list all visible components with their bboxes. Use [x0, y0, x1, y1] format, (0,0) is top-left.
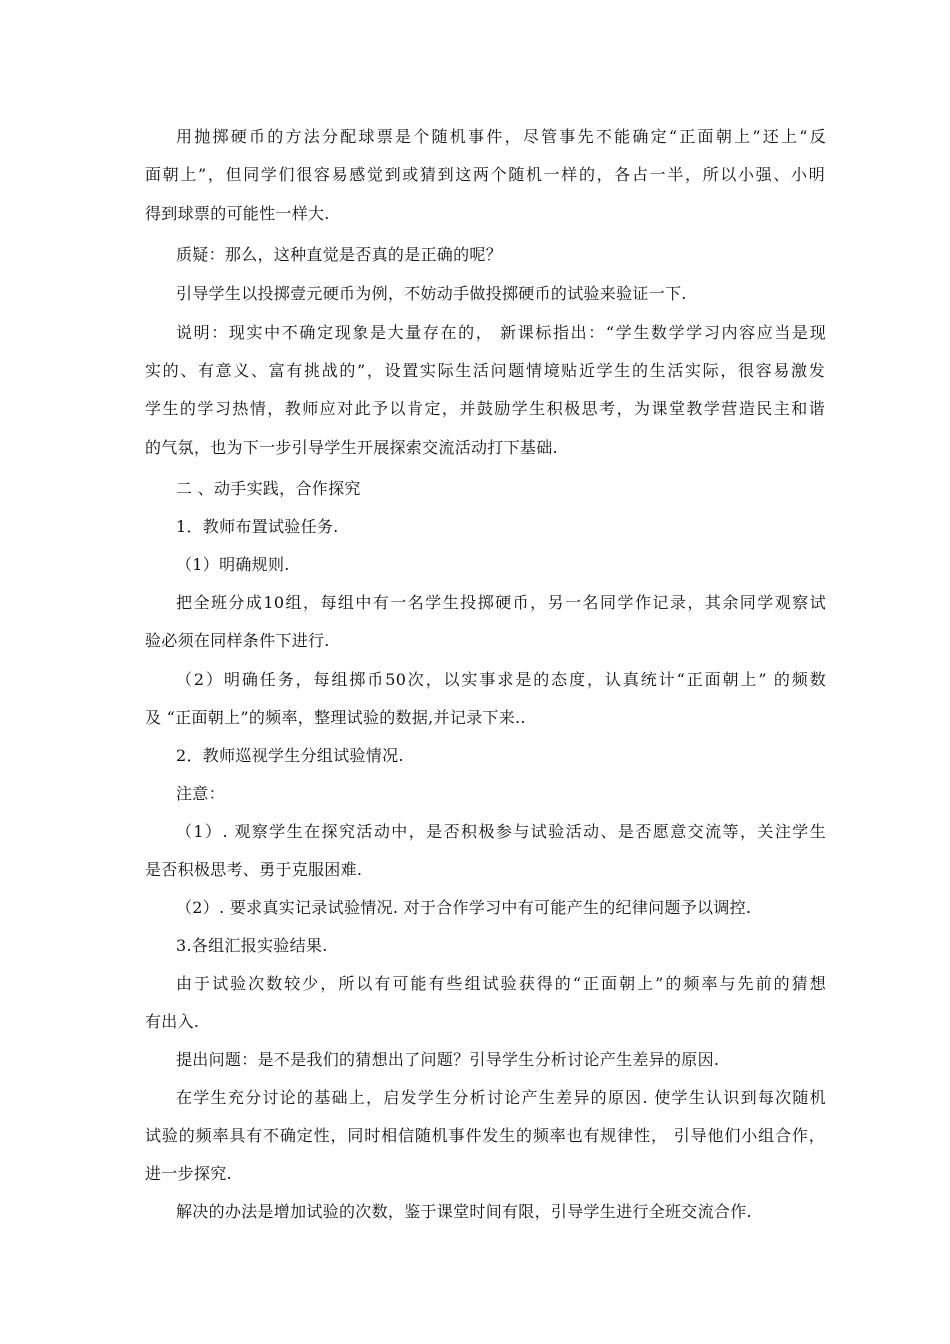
step-heading: 1．教师布置试验任务.	[176, 517, 339, 536]
paragraph-line: 得到球票的可能性一样大.	[145, 204, 330, 223]
paragraph-line: 试验的频率具有不确定性，同时相信随机事件发生的频率也有规律性， 引导他们小组合作，	[145, 1126, 825, 1145]
paragraph-line: 学生的学习热情，教师应对此予以肯定，并鼓励学生积极思考，为课堂教学营造民主和谐	[145, 399, 825, 418]
paragraph-line: 用抛掷硬币的方法分配球票是个随机事件，尽管事先不能确定“正面朝上”还上“反	[176, 127, 826, 146]
section-heading: 二 、动手实践，合作探究	[176, 479, 361, 498]
paragraph-line: 说明：现实中不确定现象是大量存在的， 新课标指出：“学生数学学习内容应当是现	[176, 323, 826, 342]
paragraph-line: （1）. 观察学生在探究活动中，是否积极参与试验活动、是否愿意交流等，关注学生	[176, 822, 826, 841]
paragraph-line: 引导学生以投掷壹元硬币为例，不妨动手做投掷硬币的试验来验证一下.	[176, 284, 687, 303]
step-heading: 3.各组汇报实验结果.	[176, 936, 328, 955]
paragraph-line: 验必须在同样条件下进行.	[145, 631, 330, 650]
step-heading: 2．教师巡视学生分组试验情况.	[176, 746, 404, 765]
paragraph-line: 质疑：那么，这种直觉是否真的是正确的呢？	[176, 245, 503, 264]
paragraph-line: 解决的办法是增加试验的次数，鉴于课堂时间有限，引导学生进行全班交流合作.	[176, 1202, 752, 1221]
sub-step: （1）明确规则.	[176, 555, 290, 574]
paragraph-line: 的气氛，也为下一步引导学生开展探索交流活动打下基础.	[145, 438, 558, 457]
paragraph-line: （2）明确任务，每组掷币50次，以实事求是的态度，认真统计“正面朝上” 的频数	[176, 670, 826, 689]
paragraph-line: 由于试验次数较少，所以有可能有些组试验获得的“正面朝上”的频率与先前的猜想	[176, 974, 826, 993]
paragraph-line: 面朝上”，但同学们很容易感觉到或猜到这两个随机一样的，各占一半，所以小强、小明	[145, 165, 825, 184]
paragraph-line: 实的、有意义、富有挑战的”，设置实际生活问题情境贴近学生的生活实际，很容易激发	[145, 361, 825, 380]
paragraph-line: 进一步探究.	[145, 1164, 232, 1183]
paragraph-line: 在学生充分讨论的基础上，启发学生分析讨论产生差异的原因. 使学生认识到每次随机	[176, 1088, 826, 1107]
paragraph-line: 是否积极思考、勇于克服困难.	[145, 860, 363, 879]
paragraph-line: 提出问题：是不是我们的猜想出了问题？引导学生分析讨论产生差异的原因.	[176, 1050, 720, 1069]
paragraph-line: 及 “正面朝上”的频率，整理试验的数据,并记录下来..	[145, 708, 526, 727]
paragraph-line: 把全班分成10组，每组中有一名学生投掷硬币，另一名同学作记录，其余同学观察试	[176, 593, 826, 612]
paragraph-line: 有出入.	[145, 1012, 200, 1031]
paragraph-line: （2）. 要求真实记录试验情况. 对于合作学习中有可能产生的纪律问题予以调控.	[176, 898, 752, 917]
paragraph-line: 注意：	[176, 784, 225, 803]
